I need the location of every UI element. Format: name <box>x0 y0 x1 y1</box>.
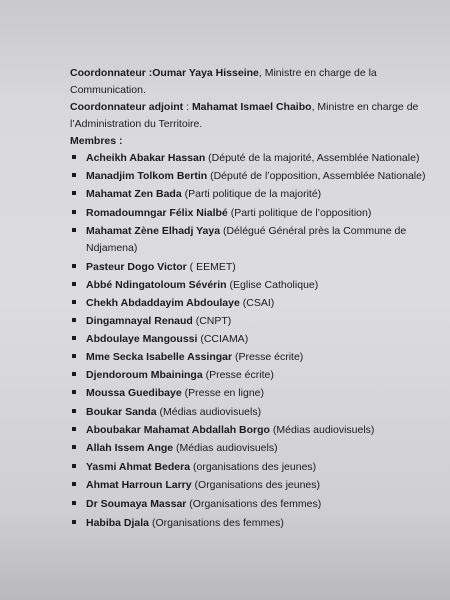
coordinator-role-continued: Communication. <box>70 84 146 96</box>
bullet-icon <box>72 210 76 214</box>
member-name: Manadjim Tolkom Bertin <box>86 170 208 182</box>
deputy-label: Coordonnateur adjoint <box>70 101 184 113</box>
deputy-line <box>70 101 418 114</box>
list-item <box>72 297 274 310</box>
member-name: Chekh Abdaddayim Abdoulaye <box>86 297 240 309</box>
member-name: Djendoroum Mbaininga <box>86 369 203 381</box>
member-desc: (CNPT) <box>192 315 232 327</box>
member-desc: (Député de l’opposition, Assemblée Nationale) <box>207 170 426 182</box>
bullet-icon <box>72 409 76 413</box>
member-name: Pasteur Dogo Victor <box>86 261 187 273</box>
deputy-separator: : <box>183 101 192 113</box>
list-item <box>72 498 321 511</box>
member-name: Mme Secka Isabelle Assingar <box>86 351 233 363</box>
list-item <box>72 225 406 238</box>
bullet-icon <box>72 354 76 358</box>
bullet-icon <box>72 228 76 232</box>
member-desc: (Organisations des femmes) <box>186 498 322 510</box>
list-item <box>72 424 374 437</box>
members-title: Membres : <box>70 135 123 147</box>
member-desc: (CCIAMA) <box>197 333 249 345</box>
member-desc: (Organisations des jeunes) <box>191 479 321 491</box>
bullet-icon <box>72 300 76 304</box>
coordinator-line <box>70 67 377 80</box>
member-desc: (organisations des jeunes) <box>190 461 317 473</box>
list-item <box>72 517 284 530</box>
member-name: Allah Issem Ange <box>86 442 174 454</box>
deputy-role-continued: l’Administration du Territoire. <box>70 118 203 130</box>
deputy-name: Mahamat Ismael Chaibo <box>191 101 312 113</box>
list-item <box>72 152 419 165</box>
bullet-icon <box>72 482 76 486</box>
bullet-icon <box>72 173 76 177</box>
bullet-icon <box>72 191 76 195</box>
member-desc: (Presse écrite) <box>202 369 274 381</box>
list-item <box>72 315 231 328</box>
member-desc: (Délégué Général près la Commune de <box>220 225 407 237</box>
list-item <box>72 279 318 292</box>
member-desc: (CSAI) <box>239 297 275 309</box>
deputy-role: , Ministre en charge de <box>311 101 419 113</box>
member-name: Habiba Djala <box>86 517 150 529</box>
list-item <box>72 351 303 364</box>
member-desc: (Presse en ligne) <box>181 387 264 399</box>
member-name: Romadoumngar Félix Nialbé <box>86 207 228 219</box>
bullet-icon <box>72 520 76 524</box>
list-item <box>72 479 320 492</box>
member-desc: ( EEMET) <box>186 261 236 273</box>
list-item <box>72 461 316 474</box>
list-item <box>72 387 264 400</box>
coordinator-name: Oumar Yaya Hisseine <box>152 67 259 79</box>
member-desc: (Parti politique de la majorité) <box>181 188 322 200</box>
list-item <box>72 333 248 346</box>
bullet-icon <box>72 427 76 431</box>
member-desc: (Médias audiovisuels) <box>156 406 262 418</box>
bullet-icon <box>72 501 76 505</box>
member-name: Boukar Sanda <box>86 406 157 418</box>
member-desc: (Parti politique de l’opposition) <box>227 207 372 219</box>
bullet-icon <box>72 264 76 268</box>
bullet-icon <box>72 336 76 340</box>
list-item <box>72 369 274 382</box>
bullet-icon <box>72 282 76 286</box>
coordinator-label: Coordonnateur : <box>70 67 153 79</box>
member-name: Abbé Ndingatoloum Sévérin <box>86 279 227 291</box>
bullet-icon <box>72 464 76 468</box>
member-desc: (Médias audiovisuels) <box>269 424 375 436</box>
member-desc: (Député de la majorité, Assemblée Nationale) <box>205 152 420 164</box>
member-name: Mahamat Zène Elhadj Yaya <box>86 225 221 237</box>
list-item <box>72 188 321 201</box>
list-item <box>72 207 371 220</box>
list-item <box>72 261 236 274</box>
member-desc: (Médias audiovisuels) <box>173 442 278 454</box>
bullet-icon <box>72 318 76 322</box>
member-name: Aboubakar Mahamat Abdallah Borgo <box>86 424 270 436</box>
member-name: Acheikh Abakar Hassan <box>86 152 206 164</box>
member-name: Yasmi Ahmat Bedera <box>86 461 191 473</box>
member-desc-continued: Ndjamena) <box>86 242 138 254</box>
coordinator-role: , Ministre en charge de la <box>258 67 377 79</box>
bullet-icon <box>72 445 76 449</box>
list-item <box>72 170 425 183</box>
member-name: Dingamnayal Renaud <box>86 315 193 327</box>
member-name: Mahamat Zen Bada <box>86 188 182 200</box>
bullet-icon <box>72 372 76 376</box>
member-name: Ahmat Harroun Larry <box>86 479 192 491</box>
member-name: Abdoulaye Mangoussi <box>86 333 198 345</box>
bullet-icon <box>72 390 76 394</box>
member-desc: (Eglise Catholique) <box>226 279 319 291</box>
member-name: Dr Soumaya Massar <box>86 498 187 510</box>
member-name: Moussa Guedibaye <box>86 387 182 399</box>
bullet-icon <box>72 155 76 159</box>
list-item <box>72 406 261 419</box>
member-desc: (Presse écrite) <box>232 351 304 363</box>
list-item <box>72 442 278 455</box>
member-desc: (Organisations des femmes) <box>149 517 284 529</box>
